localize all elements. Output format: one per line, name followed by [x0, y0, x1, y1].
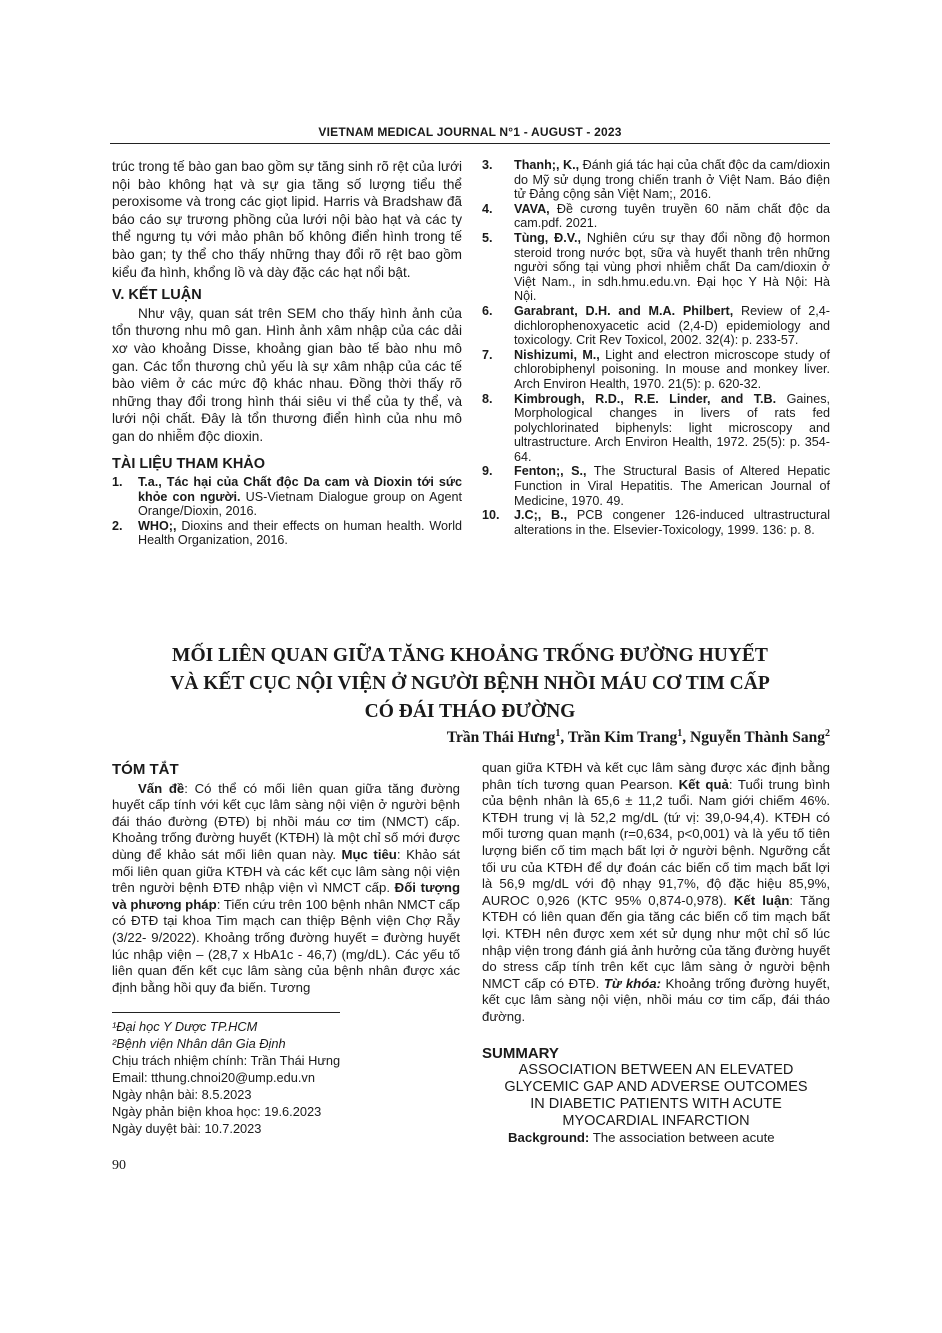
reference-number: 5. [482, 230, 493, 245]
author-name: Nguyễn Thành Sang [690, 729, 825, 747]
reference-text: Nghiên cứu sự thay đổi nồng độ hormon steroid trong nước bọt, sữa và huyết thanh trên những người sống tại vùng phơi nhiễm chất Da cam/dioxin ở Việt Nam., in sdh.hmu.edu.vn. Đại học Y Hà Nội: Hà Nội. [514, 230, 830, 304]
abstract-text: : Tuổi trung bình của bệnh nhân là 65,6 ± 11,2 tuổi. Nam giới chiếm 46%. KTĐH trung vị là 52,2 mg/dL (tứ vị: 39,0-94,4). KTĐH có mối tương quan mạnh (r=0,634, p<0,001) và là yếu tố tiên lượng biến cố tim mạch bất lợi ở người bệnh. Ngưỡng cắt tối ưu của KTĐH để dự đoán các biến cố tim mạch bất lợi là 56,9 mg/dL với độ nhạy 91,7%, độ đặc hiệu 85,9%, AUROC 0,926 (KTC 95% 0,874-0,978). [482, 776, 831, 908]
reference-text: Review of 2,4-dichlorophenoxyacetic acid (2,4-D) epidemiology and toxicology. Crit Rev Toxicol, 2002. 32(4): p. 233-57. [514, 303, 830, 348]
background-text: The association between acute [589, 1130, 775, 1146]
reference-item [482, 348, 830, 392]
summary-title-line: MYOCARDIAL INFARCTION [562, 1113, 750, 1130]
reference-item [112, 519, 462, 548]
summary-title-line: ASSOCIATION BETWEEN AN ELEVATED [518, 1062, 794, 1079]
reference-text: Dioxins and their effects on human health. World Health Organization, 2016. [138, 518, 462, 548]
article-title-line-2: VÀ KẾT CỤC NỘI VIỆN Ở NGƯỜI BỆNH NHỒI MÁU CƠ TIM CẤP [170, 673, 770, 694]
reference-item [482, 392, 830, 465]
footnote-line: Ngày nhận bài: 8.5.2023 [112, 1087, 252, 1102]
reference-authors: Nishizumi, M., [514, 347, 600, 362]
abstract-label: Đối tượng và phương pháp [112, 880, 460, 912]
footnotes [112, 1018, 340, 1137]
journal-header [110, 125, 830, 139]
footnote-rule [112, 1012, 340, 1013]
article-title-line-3: CÓ ĐÁI THÁO ĐƯỜNG [364, 701, 576, 722]
page-number: 90 [112, 1158, 126, 1173]
reference-text: Đánh giá tác hại của chất độc da cam/dioxin do Mỹ sử dụng trong chiến tranh ở Việt Nam. Báo điện tử Đảng cộng sản Việt Nam;, 2016. [514, 158, 830, 202]
background-label: Background: [508, 1130, 590, 1146]
footnote-line: ¹Đại học Y Dược TP.HCM [112, 1019, 258, 1034]
reference-authors: Kimbrough, R.D., R.E. Linder, and T.B. [514, 391, 777, 406]
abstract-text: quan giữa KTĐH và kết cục lâm sàng được xác định bằng phân tích tương quan Pearson. [482, 760, 830, 792]
reference-number: 8. [482, 391, 493, 406]
abstract-label: Từ khóa: [603, 975, 662, 991]
reference-number: 3. [482, 158, 493, 172]
reference-item [112, 475, 462, 519]
abstract-text: : Khảo sát mối liên quan giữa KTĐH và các kết cục lâm sàng nội viện trên người bệnh ĐTĐ nhập viện vì NMCT cấp. [112, 846, 460, 896]
reference-authors: T.a., Tác hại của Chất độc Da cam và Dioxin tới sức khỏe con người. [138, 475, 462, 504]
abstract-paragraph-left [112, 781, 460, 997]
reference-authors: J.C;, B., [514, 508, 568, 523]
reference-authors: Thanh;, K., [514, 158, 580, 172]
reference-number: 10. [482, 508, 500, 523]
reference-authors: Garabrant, D.H. and M.A. Philbert, [514, 303, 734, 318]
article-title-line-1: MỐI LIÊN QUAN GIỮA TĂNG KHOẢNG TRỐNG ĐƯỜNG HUYẾT [172, 645, 768, 666]
abstract-text: : Tăng KTĐH có liên quan đến gia tăng các biến cố tim mạch bất lợi. KTĐH nên được xem xét sử dụng như một chỉ số lúc nhập viện trong đánh giá ảnh hưởng của tăng đường huyết do stress cấp tính trên kết cục lâm sàng ở người bệnh NMCT cấp có ĐTĐ. [482, 892, 831, 991]
author-name: Trần Kim Trang [567, 729, 678, 747]
reference-text: Light and electron microscope study of chlorobiphenyl poisoning. In mouse and monkey liver. Arch Environ Health, 1970. 21(5): p. 620-32. [514, 347, 830, 391]
journal-header-text: VIETNAM MEDICAL JOURNAL N°1 - AUGUST - 2023 [318, 125, 622, 139]
abstract-label: Kết luận [733, 892, 790, 908]
author-list [447, 728, 830, 747]
conclusion-heading: V. KẾT LUẬN [112, 287, 202, 304]
author-affiliation: 2 [825, 728, 830, 739]
abstract-text: : Tiến cứu trên 100 bệnh nhân NMCT cấp có ĐTĐ tại khoa Tim mạch can thiệp Bệnh viện Chợ Rẫy (3/22- 9/2022). Khoảng trống đường huyết = đường huyết lúc nhập viện – (28,7 x HbA1c - 46,7) (mg/dL). Các yếu tố liên quan đến kết cục lâm sàng của bệnh nhân được xác định bằng hồi quy đa biến. Tương [112, 896, 460, 995]
abstract-text: : Có thể có mối liên quan giữa tăng đường huyết cấp tính với kết cục lâm sàng nội viện ở người bệnh đái tháo đường (ĐTĐ) bị nhồi máu cơ tim (NMCT) cấp. Khoảng trống đường huyết (KTĐH) là một chỉ số mới được dùng để khảo sát mối liên quan này. [112, 780, 460, 862]
intro-paragraph: trúc trong tế bào gan bao gồm sự tăng sinh rõ rệt của lưới nội bào không hạt và sự gia tăng số lượng tiểu thể peroxisome và trong các giọt lipid. Harris và Bradshaw đã báo cáo sự trương phồng của lưới nội bào hạt và các ty thể ngưng tụ với mảo phân bố không điển hình trong tế bào gan; ty thể cho thấy những thay đổi rõ rệt bao gồm kiểu đa hình, khổng lồ và dày đặc các hạt nổi bật. [112, 159, 462, 280]
abstract-text: Khoảng trống đường huyết, kết cục lâm sàng nội viện, nhồi máu cơ tim cấp, đái tháo đường. [482, 975, 830, 1024]
abstract-heading: TÓM TẮT [112, 761, 179, 778]
reference-text: US-Vietnam Dialogue group on Agent Orange/Dioxin, 2016. [138, 489, 462, 519]
article-title [110, 642, 830, 726]
abstract-right-column [482, 760, 830, 1147]
references-heading: TÀI LIỆU THAM KHẢO [112, 455, 266, 472]
footnote-line: Ngày duyệt bài: 10.7.2023 [112, 1121, 262, 1136]
reference-text: The Structural Basis of Altered Hepatic Function in Viral Hepatitis. The American Journal of Medicine, 1970. 49. [514, 464, 830, 508]
author-name: Trần Thái Hưng [446, 729, 556, 747]
reference-item [482, 304, 830, 348]
reference-text: Gaines, Morphological changes in livers of rats fed polychlorinated biphenyls: light microscopy and ultrastructure. Arch Environ Health, 1972. 25(5): p. 354-64. [514, 391, 830, 464]
reference-item [482, 464, 830, 508]
right-column-top [482, 158, 830, 537]
reference-number: 1. [112, 475, 123, 490]
reference-text: Đề cương tuyên truyền 60 năm chất độc da cam.pdf. 2021. [514, 201, 830, 231]
summary-title-line: IN DIABETIC PATIENTS WITH ACUTE [530, 1096, 782, 1113]
header-rule [110, 143, 830, 144]
reference-item [482, 508, 830, 537]
summary-heading: SUMMARY [482, 1044, 559, 1062]
author-separator: , [682, 729, 691, 747]
author-separator: , [560, 729, 568, 747]
abstract-label: Kết quả [678, 776, 729, 792]
conclusion-paragraph: Như vậy, quan sát trên SEM cho thấy hình ảnh của tổn thương nhu mô gan. Hình ảnh xâm nhập của các dải xơ vào khoảng Disse, khoảng gian bào tế bào nhu mô gan. Các tổn thương chủ yếu là sự xâm nhập của các tế bào viêm ở các mức độ khác nhau. Đồng thời thấy rõ những thay đổi trong hình thái siêu vi thể của ty thể, và lưới nội chất. Đây là tổn thương điển hình của nhu mô gan do nhiễm độc dioxin. [112, 305, 462, 444]
references-list-left [112, 475, 462, 548]
reference-item [482, 231, 830, 304]
abstract-label: Vấn đề [138, 780, 185, 796]
reference-authors: WHO;, [138, 518, 177, 533]
reference-authors: Fenton;, S., [514, 464, 587, 479]
reference-number: 4. [482, 201, 493, 216]
abstract-paragraph-right [482, 760, 830, 1026]
reference-authors: Tùng, Đ.V., [514, 230, 582, 245]
reference-number: 6. [482, 303, 493, 318]
footnote-line: ²Bệnh viện Nhân dân Gia Định [112, 1036, 286, 1051]
left-column-top [112, 158, 462, 548]
footnote-line: Chịu trách nhiệm chính: Trần Thái Hưng [112, 1053, 341, 1068]
reference-number: 9. [482, 464, 493, 479]
abstract-left-column [112, 762, 460, 996]
background-paragraph [482, 1130, 830, 1147]
reference-item [482, 202, 830, 231]
abstract-label: Mục tiêu [341, 846, 397, 862]
footnote-line: Email: tthung.chnoi20@ump.edu.vn [112, 1070, 315, 1085]
summary-title-line: GLYCEMIC GAP AND ADVERSE OUTCOMES [504, 1079, 808, 1096]
reference-item [482, 158, 830, 202]
reference-number: 7. [482, 347, 493, 362]
author-affiliation: 1 [555, 728, 561, 739]
summary-title [482, 1062, 830, 1130]
footnote-line: Ngày phản biện khoa học: 19.6.2023 [112, 1104, 322, 1119]
reference-text: PCB congener 126-induced ultrastructural alterations in the. Elsevier-Toxicology, 1999. 136: p. 8. [514, 508, 830, 537]
author-affiliation: 1 [677, 728, 683, 739]
reference-authors: VAVA, [514, 201, 550, 216]
references-list-right [482, 158, 830, 537]
reference-number: 2. [112, 518, 123, 533]
